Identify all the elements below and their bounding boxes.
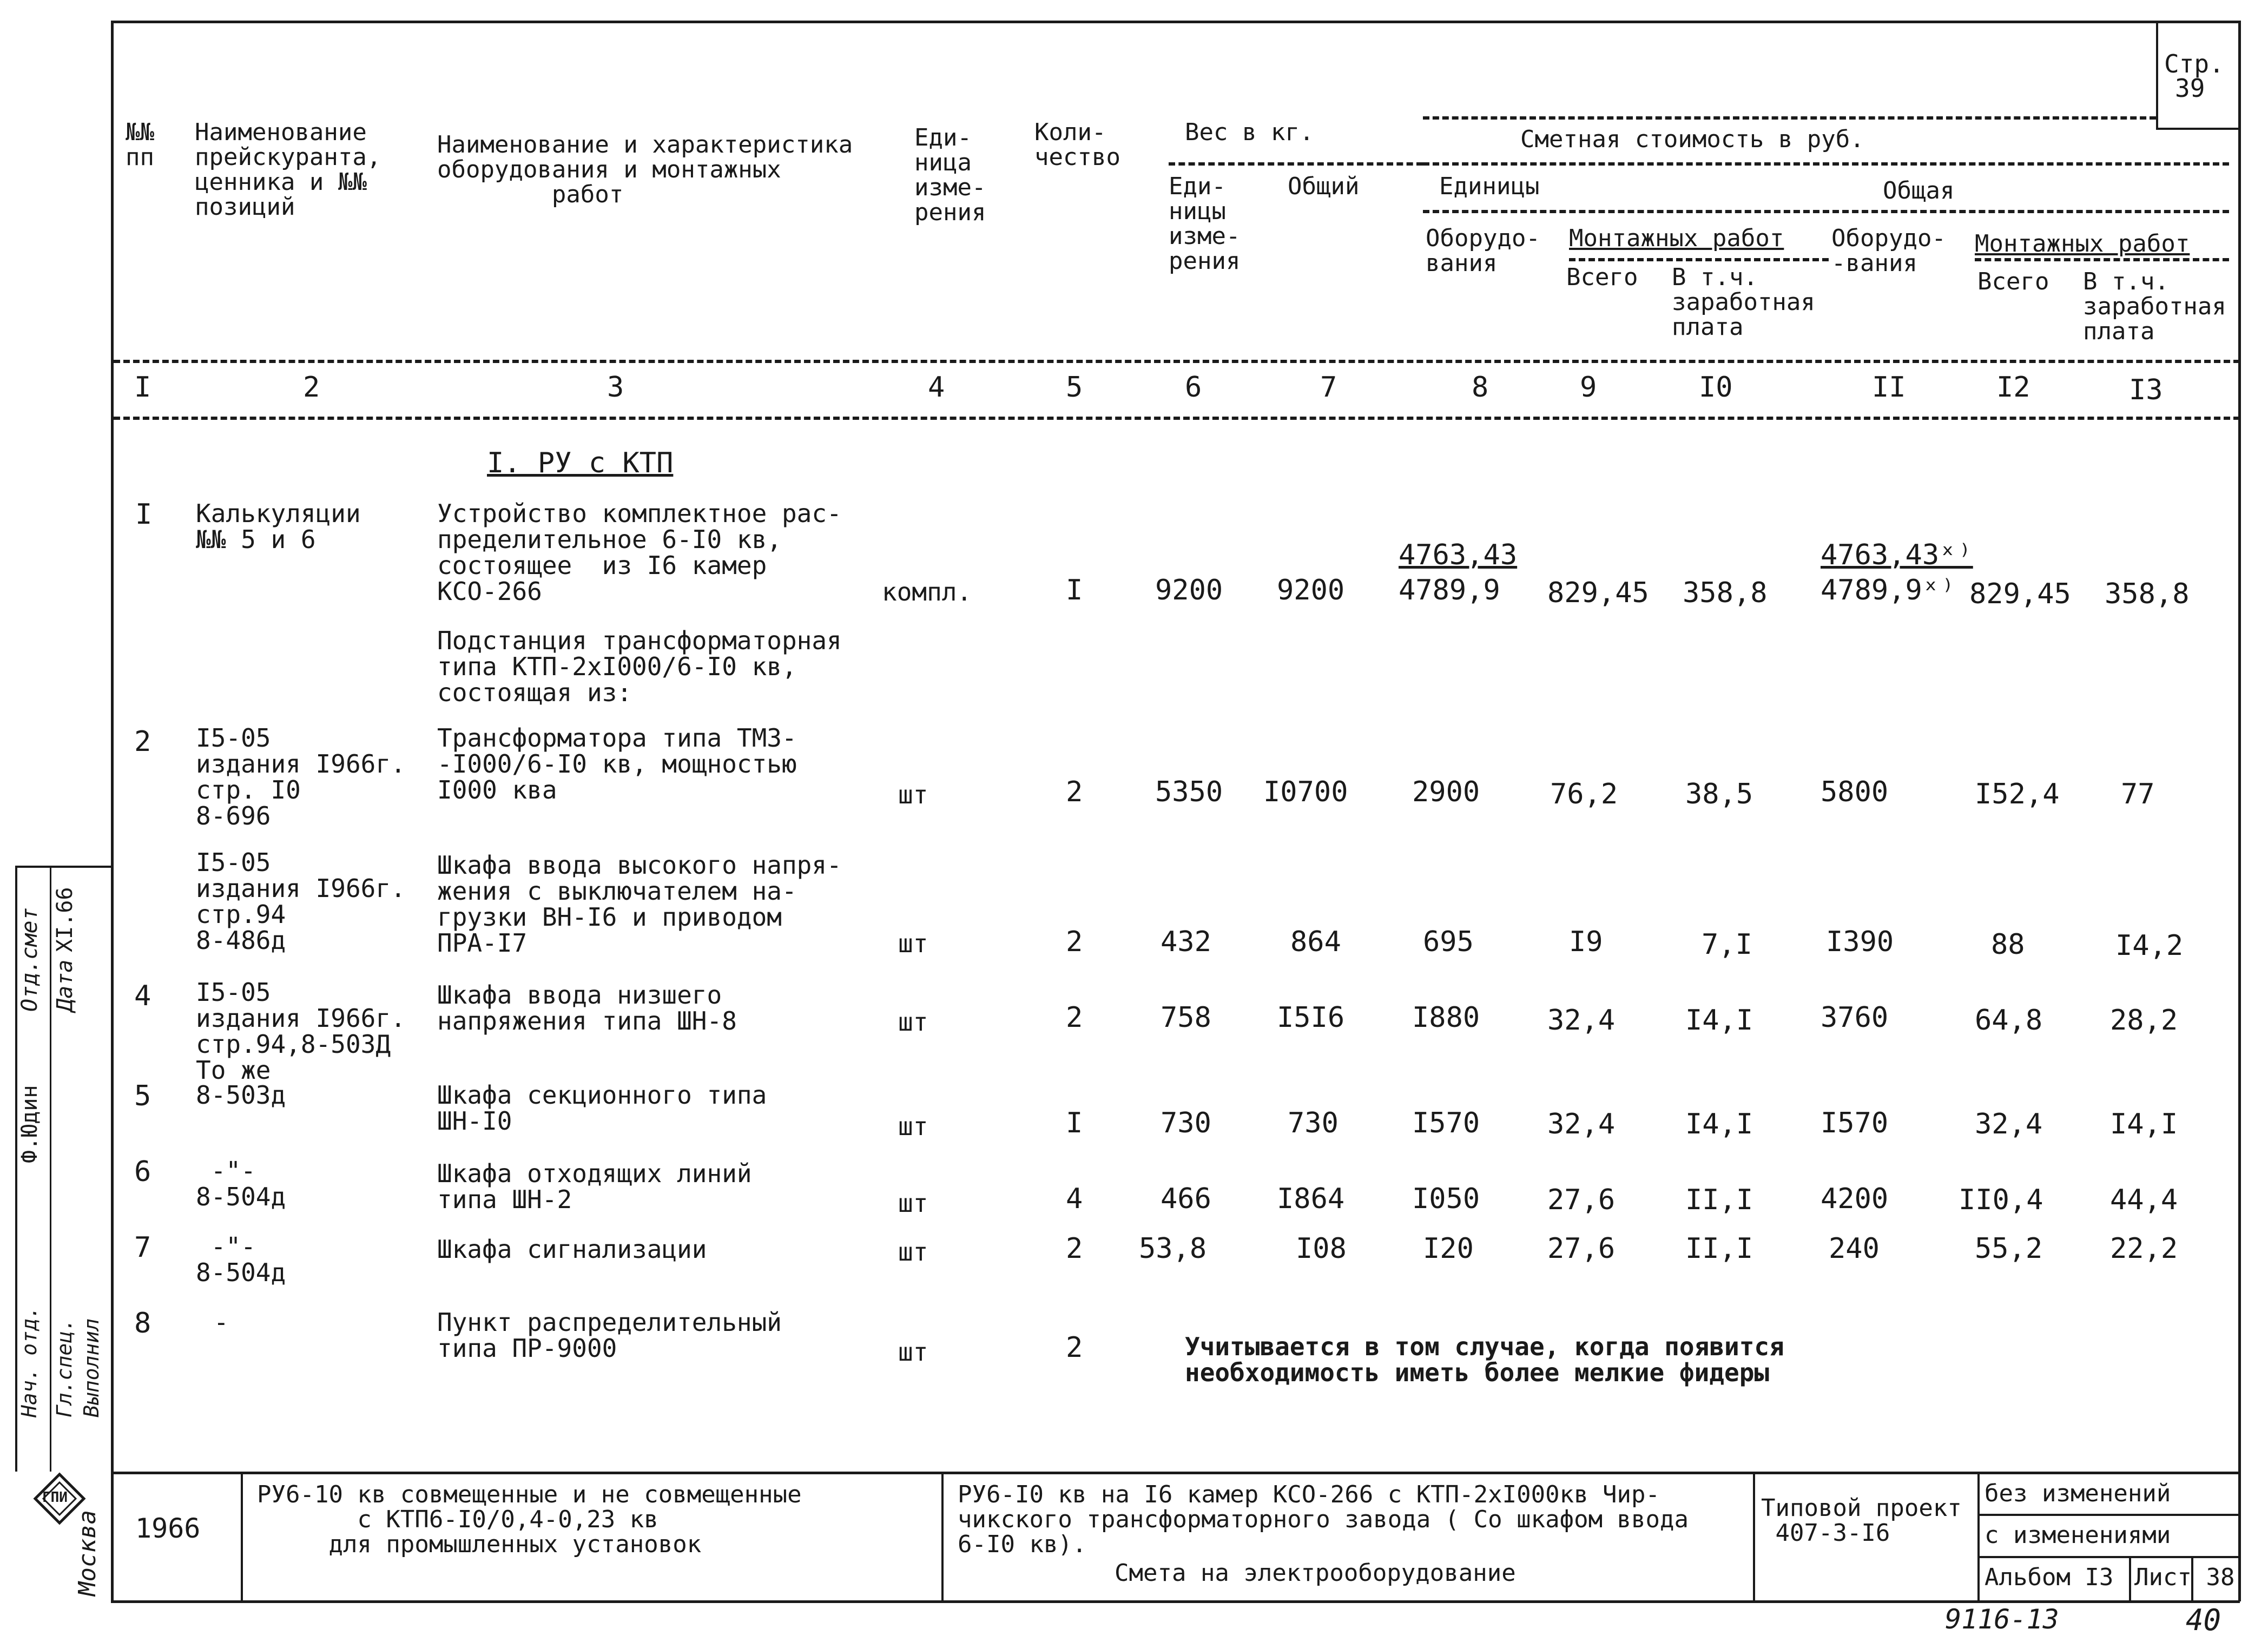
title-with-changes: с изменениями xyxy=(1984,1521,2171,1549)
row-all-unit: I9 xyxy=(1569,926,1603,958)
header-dash-weight xyxy=(1169,162,1423,166)
header-col3: Наименование и характеристика оборудования и монтажных работ xyxy=(437,131,853,208)
header-weight-total: Общий xyxy=(1288,173,1360,200)
row-weight-unit: 9200 xyxy=(1155,574,1223,606)
row-weight-total: I08 xyxy=(1296,1232,1347,1265)
row-incl-unit: 7,I xyxy=(1702,928,1752,961)
row-incl-unit: 358,8 xyxy=(1683,577,1768,609)
row-ref: -"- 8-504д xyxy=(196,1232,286,1287)
row-incl-total: 44,4 xyxy=(2110,1184,2178,1216)
title-block-row xyxy=(1977,1514,2240,1516)
row-all-unit: 829,45 xyxy=(1547,577,1649,609)
row-all-unit: 27,6 xyxy=(1547,1184,1616,1216)
row-ref: 8-503д xyxy=(196,1080,286,1110)
row-all-total: II0,4 xyxy=(1959,1184,2043,1216)
title-no-changes: без изменений xyxy=(1984,1480,2171,1507)
header-col1: №№ пп xyxy=(126,118,154,171)
row-unit: шт xyxy=(898,1189,928,1218)
row-number: 4 xyxy=(134,980,151,1012)
row-name: Шкафа отходящих линий типа ШН-2 xyxy=(437,1159,752,1214)
row-name: Пункт распределительный типа ПР-9000 xyxy=(437,1308,782,1363)
frame-top xyxy=(111,21,2240,23)
row-all-total: 32,4 xyxy=(1975,1108,2043,1140)
title-block-divider xyxy=(2129,1556,2131,1601)
row-unit: шт xyxy=(898,780,928,809)
row-number: I xyxy=(135,498,153,531)
col-number: I xyxy=(134,371,151,404)
row-equip-total: I570 xyxy=(1821,1107,1889,1139)
col-number: 2 xyxy=(303,371,320,404)
row-incl-total: 22,2 xyxy=(2110,1232,2178,1265)
row-incl-unit: II,I xyxy=(1685,1184,1753,1216)
row-equip-total: 4789,9ˣ⁾ xyxy=(1821,574,1956,606)
header-mount-2: Монтажных работ xyxy=(1975,230,2190,258)
section-title: I. РУ с КТП xyxy=(487,447,674,479)
row-qty: 2 xyxy=(1066,1331,1083,1364)
row-number: 2 xyxy=(134,726,151,758)
header-cost-unit: Единицы xyxy=(1439,173,1540,200)
row-qty: 2 xyxy=(1066,776,1083,808)
footer-code: 9116-13 xyxy=(1945,1604,2059,1635)
title-album: Альбом I3 xyxy=(1984,1564,2114,1591)
row-all-total: 64,8 xyxy=(1975,1004,2043,1037)
row-ref: I5-05 издания I966г. стр. I0 8-696 xyxy=(196,723,406,830)
row-incl-unit: I4,I xyxy=(1685,1004,1753,1037)
row-incl-total: 358,8 xyxy=(2105,578,2190,610)
colnum-dash-bottom xyxy=(114,417,2240,420)
row-qty: I xyxy=(1066,1107,1083,1139)
row-weight-total: 730 xyxy=(1288,1107,1339,1139)
header-dash-bottom xyxy=(114,360,2240,363)
row-all-unit: 76,2 xyxy=(1550,778,1618,810)
row-unit: шт xyxy=(898,1237,928,1267)
row-weight-total: I864 xyxy=(1277,1183,1345,1215)
row-all-unit: 32,4 xyxy=(1547,1108,1616,1140)
row-ref: I5-05 издания I966г. стр.94 8-486д xyxy=(196,848,406,955)
row-number: 8 xyxy=(134,1307,151,1340)
side-stamp-date: XI.66 xyxy=(52,887,77,952)
side-stamp-role: Нач. отд. xyxy=(17,1306,41,1417)
row-unit: шт xyxy=(898,1007,928,1037)
header-col4: Еди- ница изме- рения xyxy=(914,124,986,226)
header-dash-mount2 xyxy=(1975,258,2229,261)
header-cost-total: Общая xyxy=(1883,177,1955,205)
row-equip-unit: I20 xyxy=(1423,1232,1474,1265)
side-stamp-role: Гл.спец. xyxy=(52,1318,76,1417)
row-equip-total: I390 xyxy=(1826,926,1894,958)
col-number: 5 xyxy=(1066,371,1083,404)
col-number: 3 xyxy=(607,371,624,404)
row-name: Устройство комплектное рас- пределительное 6-I0 кв, состоящее из I6 камер КСО-266 xyxy=(437,499,842,606)
row-equip-total: 3760 xyxy=(1821,1001,1889,1034)
frame-right xyxy=(2238,21,2241,1601)
header-dash-1 xyxy=(1423,116,2156,120)
header-mount-1: Монтажных работ xyxy=(1569,225,1784,252)
frame-bottom xyxy=(111,1600,2240,1603)
row-number: 7 xyxy=(134,1231,151,1264)
row-name: Шкафа сигнализации xyxy=(437,1235,707,1264)
row-weight-unit: 758 xyxy=(1161,1001,1211,1034)
logo-text: ГПИ xyxy=(42,1489,68,1506)
side-stamp-dept: Отд.смет xyxy=(17,907,42,1012)
row-incl-total: I4,I xyxy=(2110,1108,2178,1140)
row-all-unit: 27,6 xyxy=(1547,1232,1616,1265)
title-project: Типовой проект 407-3-I6 xyxy=(1761,1494,1962,1547)
row-all-unit: 32,4 xyxy=(1547,1004,1616,1037)
row-name: Шкафа секционного типа ШН-I0 xyxy=(437,1080,767,1136)
header-dash-cost xyxy=(1423,162,2229,166)
title-block-divider xyxy=(941,1472,944,1601)
title-middle-sub: Смета на электрооборудование xyxy=(1115,1559,1516,1587)
row-equip-unit: 4789,9 xyxy=(1399,574,1500,606)
page-box-label: Стр. xyxy=(2164,49,2224,78)
header-weight-unit: Еди- ницы изме- рения xyxy=(1169,173,1241,275)
row-name: Шкафа ввода высокого напря- жения с выключателем на- грузки ВН-I6 и приводом ПРА-I7 xyxy=(437,850,842,958)
row-ref: Калькуляции №№ 5 и 6 xyxy=(196,499,361,554)
row-equip-unit: I050 xyxy=(1412,1183,1480,1215)
row-incl-unit: I4,I xyxy=(1685,1108,1753,1140)
row-ref: - xyxy=(214,1308,229,1337)
row-unit: компл. xyxy=(882,577,972,606)
row-name: Трансформатора типа ТМЗ- -I000/6-I0 кв, мощностью I000 ква xyxy=(437,723,797,804)
title-block-divider xyxy=(1977,1472,1980,1601)
header-dash-mount1 xyxy=(1569,258,1829,261)
row-all-total: 88 xyxy=(1991,928,2025,961)
title-block-divider xyxy=(1753,1472,1755,1601)
title-middle: РУ6-I0 кв на I6 камер КСО-266 с КТП-2хI000кв Чир- чикского трансформаторного завода ( Со шкафом ввода 6-I0 кв). xyxy=(958,1481,1689,1558)
row-equip-total: 5800 xyxy=(1821,776,1889,808)
row-qty: I xyxy=(1066,574,1083,606)
col-number: 8 xyxy=(1472,371,1489,404)
row-unit: шт xyxy=(898,1112,928,1141)
col-number: 9 xyxy=(1580,371,1597,404)
row-weight-unit: 466 xyxy=(1161,1183,1211,1215)
col-number: II xyxy=(1872,371,1906,404)
col-number: I0 xyxy=(1699,371,1733,404)
row-all-total: I52,4 xyxy=(1975,778,2060,810)
row-equip-unit-top: 4763,43 xyxy=(1399,539,1518,571)
page-box-left xyxy=(2156,21,2158,129)
side-stamp-top xyxy=(15,866,113,868)
header-equip-1: Оборудо- вания xyxy=(1426,225,1540,277)
side-stamp-role: Выполнил xyxy=(80,1318,103,1417)
row-weight-unit: 5350 xyxy=(1155,776,1223,808)
row-qty: 2 xyxy=(1066,1001,1083,1034)
row-weight-total: I0700 xyxy=(1263,776,1348,808)
row-incl-total: 28,2 xyxy=(2110,1004,2178,1037)
side-stamp-engineer: Ф.Юдин xyxy=(17,1085,42,1163)
row-weight-total: 864 xyxy=(1290,926,1341,958)
row-weight-unit: 53,8 xyxy=(1139,1232,1207,1265)
row-number: 5 xyxy=(134,1080,151,1112)
title-year: 1966 xyxy=(135,1513,201,1544)
row-equip-unit: 2900 xyxy=(1412,776,1480,808)
page-box-value: 39 xyxy=(2175,74,2205,103)
header-incl-1: В т.ч. заработная плата xyxy=(1672,263,1815,341)
row-qty: 2 xyxy=(1066,1232,1083,1265)
header-cost: Сметная стоимость в руб. xyxy=(1520,126,1864,153)
title-city: Москва xyxy=(74,1510,101,1596)
row-incl-total: 77 xyxy=(2121,778,2155,810)
row-equip-unit: 695 xyxy=(1423,926,1474,958)
row-unit: шт xyxy=(898,929,928,958)
title-sheet: Лист 38 xyxy=(2134,1564,2235,1591)
side-stamp-date-label: Дата xyxy=(52,959,77,1012)
row-name: Шкафа ввода низшего напряжения типа ШН-8 xyxy=(437,980,737,1036)
title-block-top xyxy=(114,1472,2240,1474)
row-incl-unit: 38,5 xyxy=(1685,778,1753,810)
footer-page: 40 xyxy=(2186,1603,2221,1637)
col-number: 7 xyxy=(1320,371,1337,404)
row-qty: 2 xyxy=(1066,926,1083,958)
col-number: 4 xyxy=(928,371,945,404)
col-number: 6 xyxy=(1185,371,1202,404)
row-all-total: 829,45 xyxy=(1969,578,2071,610)
col-number: I3 xyxy=(2129,374,2163,406)
header-dash-cost2 xyxy=(1423,210,2229,213)
row-equip-unit: I570 xyxy=(1412,1107,1480,1139)
row-qty: 4 xyxy=(1066,1183,1083,1215)
row-ref: I5-05 издания I966г. стр.94,8-503Д То же xyxy=(196,978,406,1085)
row-unit: шт xyxy=(898,1337,928,1367)
row-equip-unit: I880 xyxy=(1412,1001,1480,1034)
title-block-divider xyxy=(241,1472,243,1601)
row-incl-total: I4,2 xyxy=(2115,929,2184,962)
header-col2: Наименование прейскуранта, ценника и №№ позиций xyxy=(195,118,381,221)
row-ref: -"- 8-504д xyxy=(196,1156,286,1211)
row-equip-total: 240 xyxy=(1829,1232,1880,1265)
row-number: 6 xyxy=(134,1156,151,1188)
title-block-row xyxy=(1977,1556,2240,1558)
row-name: Подстанция трансформаторная типа КТП-2хI000/6-I0 кв, состоящая из: xyxy=(437,626,842,707)
row-weight-total: I5I6 xyxy=(1277,1001,1345,1034)
header-all-2: Всего xyxy=(1977,268,2049,295)
row-weight-unit: 432 xyxy=(1161,926,1211,958)
row-all-total: 55,2 xyxy=(1975,1232,2043,1265)
row-weight-unit: 730 xyxy=(1161,1107,1211,1139)
header-all-1: Всего xyxy=(1566,263,1638,291)
frame-left xyxy=(111,21,114,1601)
col-number: I2 xyxy=(1996,371,2030,404)
header-weight: Вес в кг. xyxy=(1185,118,1314,146)
row-incl-unit: II,I xyxy=(1685,1232,1753,1265)
row-weight-total: 9200 xyxy=(1277,574,1345,606)
page-box-bottom xyxy=(2156,128,2240,130)
header-incl-2: В т.ч. заработная плата xyxy=(2083,268,2226,345)
side-stamp-col xyxy=(50,866,51,1472)
title-left: РУ6-10 кв совмещенные и не совмещенные с КТП6-I0/0,4-0,23 кв для промышленных установок xyxy=(257,1481,802,1558)
row-note: Учитывается в том случае, когда появится необходимость иметь более мелкие фидеры xyxy=(1185,1332,1784,1387)
row-equip-total: 4200 xyxy=(1821,1183,1889,1215)
row-equip-total-top: 4763,43ˣ⁾ xyxy=(1821,539,1973,571)
header-col5: Коли- чество xyxy=(1034,118,1120,171)
header-equip-2: Оборудо- -вания xyxy=(1831,225,1946,277)
